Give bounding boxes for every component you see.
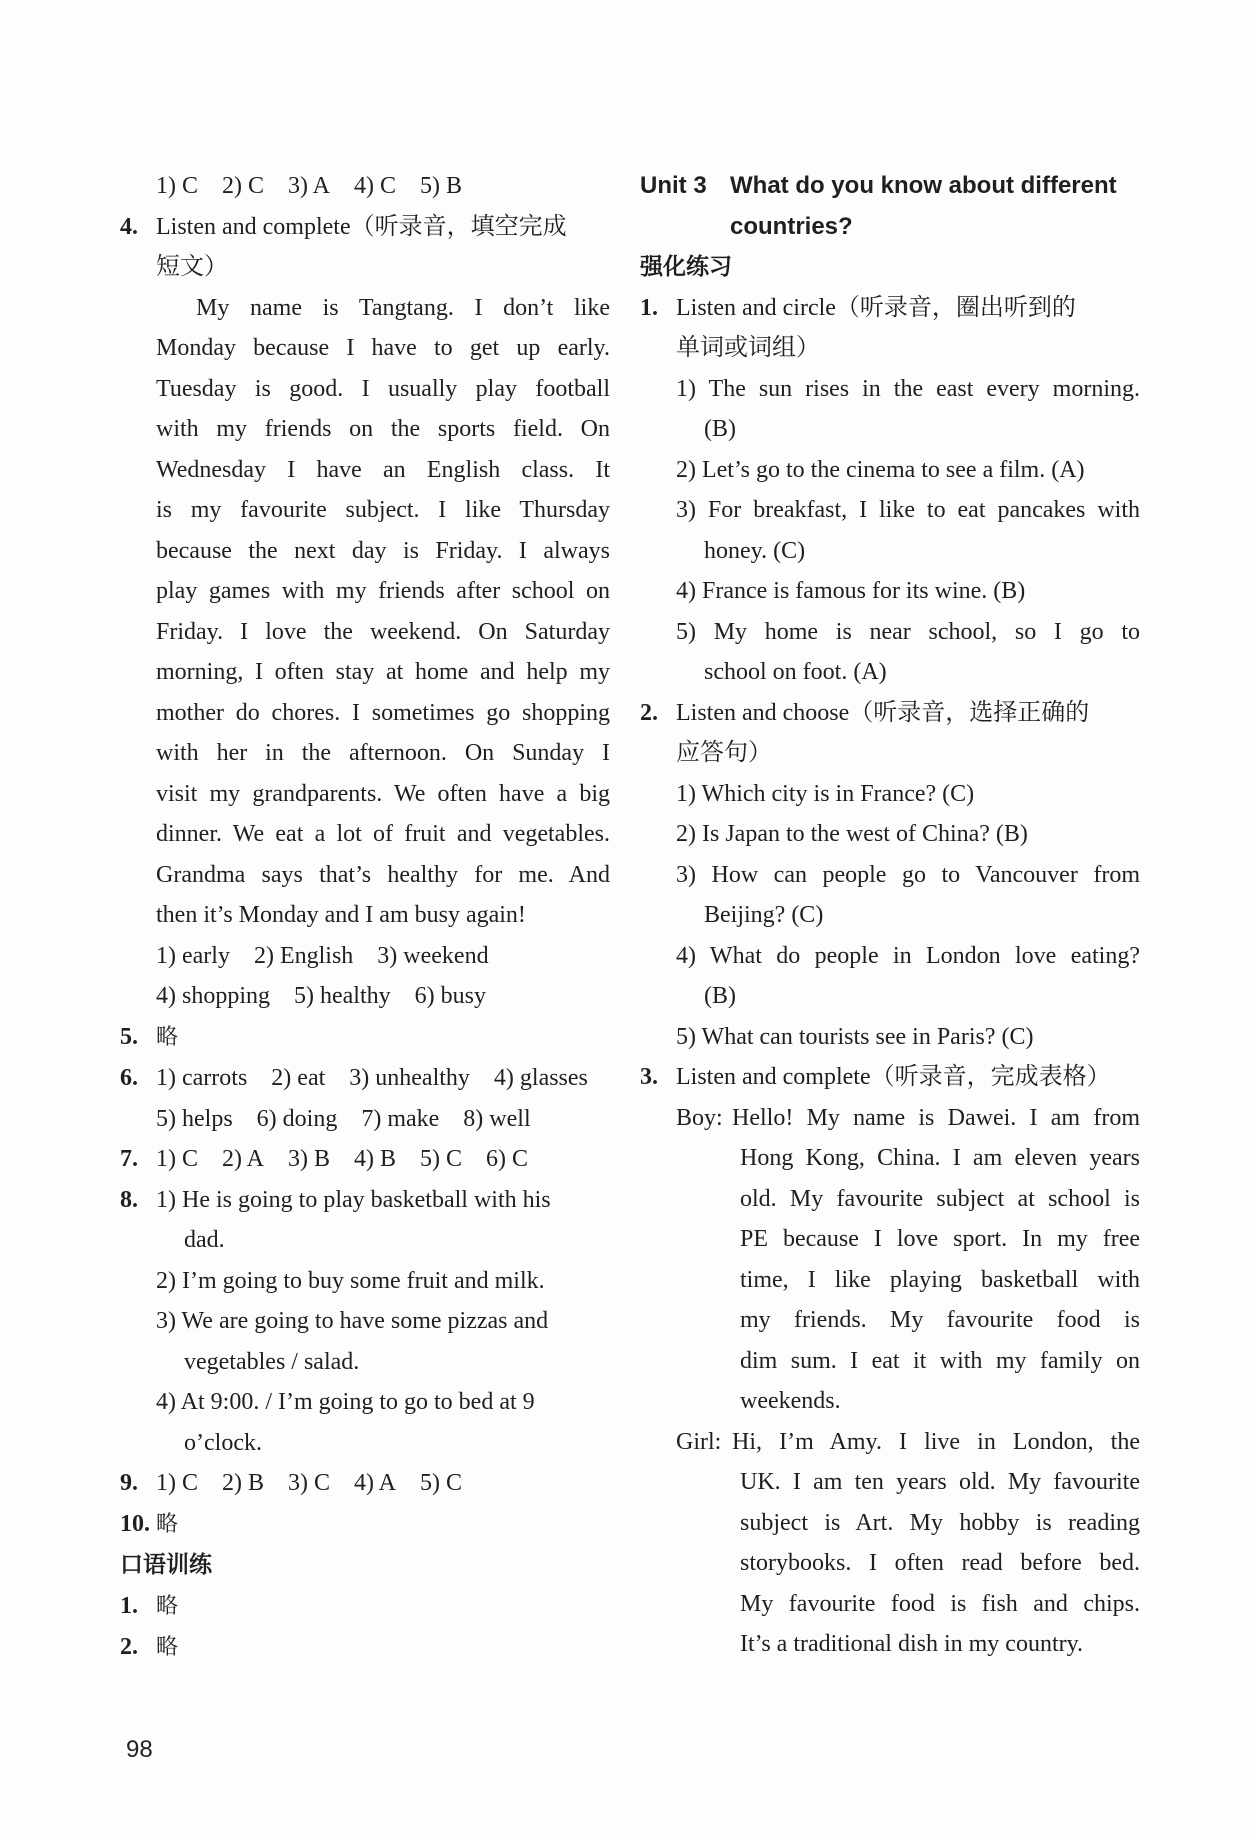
boy-line: weekends. [740, 1388, 841, 1414]
q6-line1 [120, 1058, 610, 1099]
r-q1-item: 5) My home is near school, so I go to [676, 618, 1140, 645]
passage-line: mother do chores. I sometimes go shopping [156, 699, 610, 726]
girl-line [640, 1422, 1140, 1463]
answer: 4) A [354, 1470, 396, 1496]
q4-title-cont: 短文） [156, 254, 228, 280]
r-q3-title [640, 1057, 1140, 1098]
question-number: 4. [120, 213, 138, 240]
girl-line: storybooks. I often read before bed. [740, 1550, 1140, 1576]
answer: 4) C [354, 173, 396, 199]
passage-line: My name is Tangtang. I don’t like [196, 294, 610, 321]
q8-a3-cont: vegetables / salad. [184, 1348, 360, 1375]
answer: 5) healthy [294, 983, 391, 1009]
r-q1-item: 3) For breakfast, I like to eat pancakes with [676, 497, 1140, 523]
unit-label: Unit 3 [640, 172, 707, 199]
unit-title-text: What do you know about different [730, 172, 1117, 199]
answer: 4) B [354, 1146, 396, 1172]
speaker-label: Girl: [676, 1428, 722, 1455]
answer: 略 [156, 1511, 179, 1537]
page-number: 98 [126, 1736, 153, 1763]
dialogue-text: Hello! My name is Dawei. I am from [732, 1104, 1140, 1131]
passage-line: Friday. I love the weekend. On Saturday [156, 618, 610, 645]
r-q2-title [640, 693, 1140, 734]
answer: 3) C [288, 1470, 330, 1496]
r-q1-item: 2) Let’s go to the cinema to see a film. (A) [676, 456, 1085, 483]
q5 [120, 1017, 610, 1059]
passage-line: Wednesday I have an English class. It [156, 456, 610, 483]
answer: 1) C [156, 173, 198, 199]
r-q1-item: 1) The sun rises in the east every morning. [676, 375, 1140, 402]
answer: 5) B [420, 173, 462, 199]
r-q1-item-cont: honey. (C) [704, 537, 806, 564]
question-number: 2. [120, 1634, 138, 1660]
r-q2-item-cont: Beijing? (C) [704, 902, 824, 928]
answer: 6) doing [256, 1105, 338, 1132]
girl-line: It’s a traditional dish in my country. [740, 1631, 1084, 1657]
r-q1-item-cont: (B) [704, 416, 736, 442]
r-q2-item: 3) How can people go to Vancouver from [676, 861, 1140, 888]
question-title: Listen and complete（听录音，完成表格） [676, 1064, 1111, 1090]
passage-line: Monday because I have to get up early. [156, 335, 610, 361]
right-column [640, 166, 1140, 1665]
girl-line: My favourite food is fish and chips. [740, 1590, 1140, 1617]
answer: 3) weekend [377, 942, 489, 969]
question-title: Listen and circle（听录音，圈出听到的 [676, 294, 1076, 321]
passage-line: morning, I often stay at home and help my [156, 659, 610, 685]
boy-line: PE because I love sport. In my free [740, 1226, 1140, 1252]
q3-answers [120, 166, 610, 207]
answer: 4) shopping [156, 983, 270, 1009]
oral-item [120, 1627, 610, 1669]
r-q2-item: 4) What do people in London love eating? [676, 942, 1140, 969]
answer: 2) eat [271, 1065, 326, 1091]
question-number: 8. [120, 1186, 138, 1213]
q8-a3: 3) We are going to have some pizzas and [156, 1308, 549, 1334]
passage-line: with my friends on the sports field. On [156, 416, 610, 442]
answer: 1) C [156, 1470, 198, 1496]
girl-line: subject is Art. My hobby is reading [740, 1509, 1140, 1536]
r-q1-item: 4) France is famous for its wine. (B) [676, 578, 1026, 604]
girl-line: UK. I am ten years old. My favourite [740, 1469, 1140, 1495]
dialogue-text: Hi, I’m Amy. I live in London, the [732, 1428, 1140, 1455]
boy-line: dim sum. I eat it with my family on [740, 1347, 1140, 1374]
answer: 1) He is going to play basketball with his [156, 1186, 551, 1213]
question-number: 10. [120, 1510, 150, 1537]
passage-line: dinner. We eat a lot of fruit and vegetables. [156, 821, 610, 847]
boy-line: my friends. My favourite food is [740, 1307, 1140, 1333]
r-q2-item: 1) Which city is in France? (C) [676, 780, 975, 807]
r-q2-title-cont: 应答句） [676, 740, 772, 766]
boy-line: time, I like playing basketball with [740, 1266, 1140, 1293]
question-number: 1. [120, 1592, 138, 1619]
answer: 5) C [420, 1146, 462, 1172]
boy-line: old. My favourite subject at school is [740, 1185, 1140, 1212]
r-q2-item: 5) What can tourists see in Paris? (C) [676, 1023, 1034, 1050]
answer: 5) C [420, 1470, 462, 1496]
answer: 5) helps [156, 1105, 233, 1132]
question-number: 6. [120, 1065, 138, 1091]
practice-heading: 强化练习 [640, 254, 732, 280]
q9 [120, 1463, 610, 1504]
unit-title [640, 166, 1140, 207]
q7 [120, 1139, 610, 1180]
speaker-label: Boy: [676, 1104, 723, 1131]
q6-line2 [120, 1099, 610, 1140]
answer: 3) B [288, 1146, 330, 1172]
answer: 8) well [463, 1105, 531, 1132]
question-number: 3. [640, 1064, 658, 1090]
r-q1-item-cont: school on foot. (A) [704, 659, 887, 685]
question-number: 9. [120, 1470, 138, 1496]
oral-heading: 口语训练 [120, 1552, 212, 1578]
answer: 2) B [222, 1470, 264, 1496]
answer: 1) C [156, 1146, 198, 1172]
answer: 略 [156, 1024, 179, 1050]
answer: 2) English [253, 942, 354, 969]
passage-line: is my favourite subject. I like Thursday [156, 497, 610, 523]
question-number: 7. [120, 1146, 138, 1172]
passage-line: because the next day is Friday. I always [156, 537, 610, 564]
answer: 3) A [288, 173, 330, 199]
passage-line: visit my grandparents. We often have a big [156, 780, 610, 807]
q8-a2: 2) I’m going to buy some fruit and milk. [156, 1267, 545, 1294]
passage-line: with her in the afternoon. On Sunday I [156, 740, 610, 766]
r-q1-title-cont: 单词或词组） [676, 335, 820, 361]
oral-item [120, 1586, 610, 1628]
q8-a1-cont: dad. [184, 1227, 225, 1253]
unit-title-cont: countries? [730, 212, 853, 240]
answer: 1) carrots [156, 1065, 248, 1091]
answer: 4) glasses [493, 1065, 588, 1091]
boy-line: Hong Kong, China. I am eleven years [740, 1145, 1140, 1171]
answer: 2) C [222, 173, 264, 199]
q4-title [120, 207, 610, 248]
r-q2-item: 2) Is Japan to the west of China? (B) [676, 821, 1028, 847]
r-q1-title [640, 288, 1140, 329]
r-q2-item-cont: (B) [704, 983, 736, 1009]
answer: 1) early [156, 942, 230, 969]
answer: 略 [156, 1593, 179, 1619]
q4-answers-2 [120, 976, 610, 1017]
q8-a4: 4) At 9:00. / I’m going to go to bed at 9 [156, 1389, 535, 1415]
boy-line [640, 1098, 1140, 1139]
question-title: Listen and choose（听录音，选择正确的 [676, 699, 1090, 726]
passage-line: then it’s Monday and I am busy again! [156, 902, 526, 928]
answer: 3) unhealthy [349, 1065, 470, 1091]
q8-a1 [120, 1180, 610, 1221]
passage-line: Tuesday is good. I usually play football [156, 375, 610, 402]
answer: 2) A [222, 1146, 264, 1172]
answer: 7) make [361, 1105, 440, 1132]
answer: 6) C [486, 1146, 528, 1172]
question-title: Listen and complete（听录音，填空完成 [156, 213, 567, 240]
q4-answers-1 [120, 936, 610, 977]
answer: 略 [156, 1635, 179, 1660]
q10 [120, 1504, 610, 1546]
answer: 6) busy [414, 983, 486, 1009]
q8-a4-cont: o’clock. [184, 1429, 262, 1456]
passage-line: Grandma says that’s healthy for me. And [156, 861, 610, 888]
question-number: 2. [640, 699, 658, 726]
question-number: 5. [120, 1023, 138, 1050]
passage-line: play games with my friends after school on [156, 578, 610, 604]
question-number: 1. [640, 294, 658, 321]
left-column [120, 166, 610, 1669]
